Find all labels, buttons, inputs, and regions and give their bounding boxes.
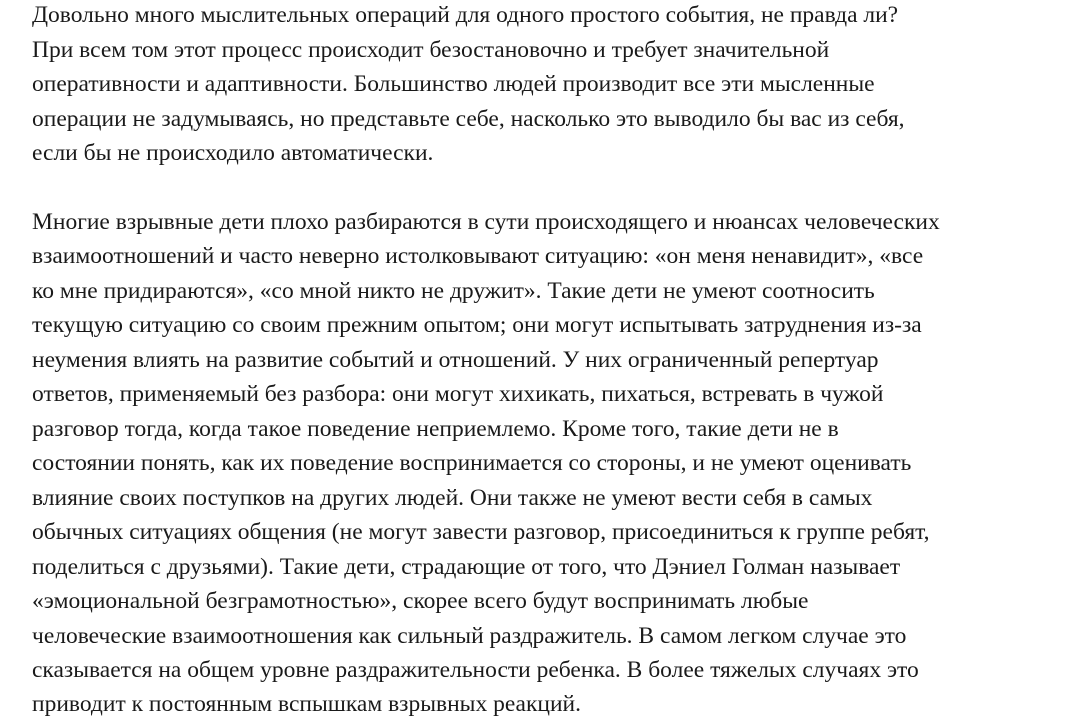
paragraph-2-line-5: неумения влиять на развитие событий и отношений. У них ограниченный репертуар [32,347,879,373]
paragraph-1-line-4: операции не задумываясь, но представьте себе, насколько это выводило бы вас из себя, [32,106,905,132]
paragraph-2-line-2: взаимоотношений и часто неверно истолковывают ситуацию: «он меня ненавидит», «все [32,243,924,269]
paragraph-1-line-2: При всем том этот процесс происходит безостановочно и требует значительной [32,37,830,63]
paragraph-2-line-13: человеческие взаимоотношения как сильный раздражитель. В самом легком случае это [32,623,907,649]
paragraph-2-line-9: влияние своих поступков на других людей. Они также не умеют вести себя в самых [32,485,873,511]
paragraph-2-line-4: текущую ситуацию со своим прежним опытом; они могут испытывать затруднения из-за [32,312,922,338]
document-page [32,0,1081,720]
paragraph-2-line-8: состоянии понять, как их поведение воспринимается со стороны, и не умеют оценивать [32,450,912,476]
paragraph-2-line-7: разговор тогда, когда такое поведение неприемлемо. Кроме того, такие дети не в [32,416,839,442]
paragraph-1-line-3: оперативности и адаптивности. Большинство людей производит все эти мысленные [32,71,875,97]
paragraph-2-line-11: поделиться с друзьями). Такие дети, страдающие от того, что Дэниел Голман называет [32,554,901,580]
paragraph-2-line-14: сказывается на общем уровне раздражительности ребенка. В более тяжелых случаях это [32,657,919,683]
paragraph-1-line-1: Довольно много мыслительных операций для одного простого события, не правда ли? [32,2,899,28]
paragraph-2-line-15: приводит к постоянным вспышкам взрывных реакций. [32,691,581,717]
paragraph-2-line-12: «эмоциональной безграмотностью», скорее всего будут воспринимать любые [32,588,809,614]
paragraph-1-line-5: если бы не происходило автоматически. [32,140,434,166]
paragraph-2-line-10: обычных ситуациях общения (не могут завести разговор, присоединиться к группе ребят, [32,519,930,545]
paragraph-2-line-1: Многие взрывные дети плохо разбираются в сути происходящего и нюансах человеческих [32,209,940,235]
paragraph-2-line-3: ко мне придираются», «со мной никто не дружит». Такие дети не умеют соотносить [32,278,875,304]
paragraph-2-line-6: ответов, применяемый без разбора: они могут хихикать, пихаться, встревать в чужой [32,381,884,407]
